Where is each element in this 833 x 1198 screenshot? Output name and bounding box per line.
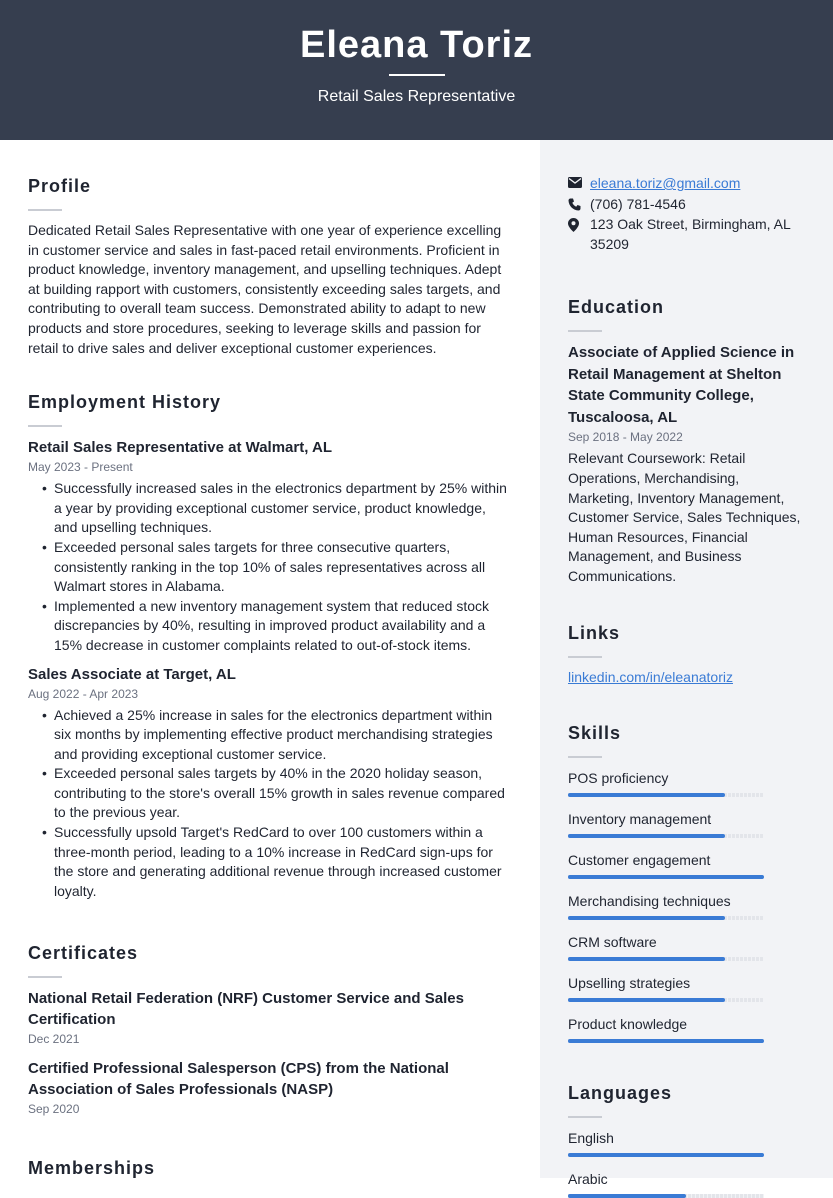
section-title-languages: Languages: [568, 1083, 673, 1104]
skill-level-fill: [568, 998, 725, 1002]
job-entry-date: Aug 2022 - Apr 2023: [28, 686, 139, 701]
skill-level-bar: [568, 875, 764, 879]
contact-block: [568, 174, 805, 254]
job-entry: [28, 437, 508, 655]
contact-address-row: [568, 215, 805, 254]
skills-list: [568, 768, 805, 1043]
language-name: Arabic: [568, 1171, 608, 1188]
section-divider: [568, 656, 602, 658]
skill-name: Customer engagement: [568, 852, 711, 869]
profile-section: [28, 176, 508, 358]
certificate-date: Sep 2020: [28, 1102, 80, 1117]
job-bullet: • Exceeded personal sales targets for three consecutive quarters, consistently ranking in the top 10% of sales representatives across all Walmart stores in Alabama.: [42, 538, 508, 597]
certificate-title: Certified Professional Salesperson (CPS) from the National Association of Sales Professionals (NASP): [28, 1060, 449, 1099]
skill-level-bar: [568, 916, 764, 920]
language-name: English: [568, 1130, 614, 1147]
language-item: [568, 1169, 805, 1198]
section-title-links: Links: [568, 622, 621, 643]
contact-phone-row: [568, 195, 805, 215]
certificate-date: Dec 2021: [28, 1032, 80, 1047]
skills-section: [568, 723, 805, 1043]
job-bullet: • Exceeded personal sales targets by 40% in the 2020 holiday season, contributing to the store's overall 15% growth in sales revenue compared to the previous year.: [42, 764, 508, 823]
job-entry-title: Sales Associate at Target, AL: [28, 665, 236, 683]
section-title-employment: Employment History: [28, 392, 222, 413]
skill-name: POS proficiency: [568, 770, 669, 787]
skill-item: [568, 973, 805, 1002]
skill-item: [568, 932, 805, 961]
skill-level-fill: [568, 875, 764, 879]
education-section: [568, 297, 805, 586]
section-divider: [568, 1116, 602, 1118]
skill-item: [568, 809, 805, 838]
certificates-section: [28, 943, 508, 1118]
job-bullet: • Implemented a new inventory management system that reduced stock discrepancies by 40%, resulting in improved product availability and a 15% decrease in customer complaints related to out-of-stock items.: [42, 597, 508, 656]
education-date: Sep 2018 - May 2022: [568, 430, 683, 445]
job-entry-date: May 2023 - Present: [28, 460, 133, 475]
job-entry-title: Retail Sales Representative at Walmart, AL: [28, 439, 332, 457]
skill-name: Inventory management: [568, 811, 712, 828]
skill-name: CRM software: [568, 934, 657, 951]
linkedin-link[interactable]: linkedin.com/in/eleanatoriz: [568, 668, 733, 685]
certificate-entry: [28, 988, 508, 1048]
address-text: 123 Oak Street, Birmingham, AL 35209: [590, 216, 791, 252]
skill-item: [568, 850, 805, 879]
coursework-text: Relevant Coursework: Retail Operations, Merchandising, Marketing, Inventory Management, Customer Service, Sales Techniques, Human Resources, Financial Management, and Business Communications.: [568, 450, 801, 584]
skill-level-bar: [568, 793, 764, 797]
sidebar: [540, 140, 833, 1188]
degree-title: Associate of Applied Science in Retail Management at Shelton State Community College, Tuscaloosa, AL: [568, 344, 795, 426]
employment-section: [28, 392, 508, 901]
section-title-memberships: Memberships: [28, 1158, 156, 1179]
main-column: [28, 176, 508, 1179]
section-divider: [568, 330, 602, 332]
skill-level-fill: [568, 1039, 764, 1043]
languages-section: [568, 1083, 805, 1198]
job-entry: [28, 664, 508, 902]
section-divider: [28, 209, 62, 211]
contact-email-row: [568, 174, 805, 194]
candidate-name: Eleana Toriz: [299, 24, 534, 66]
certificate-entry: [28, 1058, 508, 1118]
phone-icon: [568, 195, 590, 211]
job-bullets: [28, 479, 508, 655]
skill-level-fill: [568, 957, 725, 961]
section-title-skills: Skills: [568, 723, 622, 744]
language-item: [568, 1128, 805, 1157]
skill-level-bar: [568, 957, 764, 961]
skill-level-bar: [568, 834, 764, 838]
skill-name: Product knowledge: [568, 1016, 688, 1033]
memberships-section: [28, 1158, 508, 1179]
header-divider: [389, 74, 445, 76]
section-divider: [28, 976, 62, 978]
certificate-title: National Retail Federation (NRF) Customer Service and Sales Certification: [28, 990, 464, 1029]
resume-header: [0, 0, 833, 140]
envelope-icon: [568, 174, 590, 188]
job-bullet: • Successfully increased sales in the electronics department by 25% within a year by providing exceptional customer service, product knowledge, and upselling techniques.: [42, 479, 508, 538]
language-level-fill: [568, 1153, 764, 1157]
job-bullets: [28, 706, 508, 902]
language-level-fill: [568, 1194, 686, 1198]
map-pin-icon: [568, 215, 590, 232]
profile-text: Dedicated Retail Sales Representative with one year of experience excelling in customer service and sales in fast-paced retail environments. Proficient in product knowledge, inventory management, and upselling techniques. Adept at building rapport with customers, consistently exceeding sales targets, and contributing to overall team success. Demonstrated ability to adapt to new products and store procedures, seeking to leverage skills and passion for retail to drive sales and deliver exceptional customer experiences.: [28, 222, 502, 356]
skill-level-fill: [568, 793, 725, 797]
skill-level-fill: [568, 916, 725, 920]
skill-level-bar: [568, 1039, 764, 1043]
skill-item: [568, 1014, 805, 1043]
section-title-profile: Profile: [28, 176, 92, 196]
job-bullet: • Successfully upsold Target's RedCard to over 100 customers within a three-month period, leading to a 10% increase in RedCard sign-ups for the store and generating additional revenue through increased customer loyalty.: [42, 823, 508, 901]
job-bullet: • Achieved a 25% increase in sales for the electronics department within six months by implementing effective product merchandising strategies and providing exceptional customer service.: [42, 706, 508, 765]
job-title: Retail Sales Representative: [317, 88, 516, 105]
skill-level-fill: [568, 834, 725, 838]
links-section: [568, 623, 805, 688]
skill-item: [568, 891, 805, 920]
section-divider: [568, 756, 602, 758]
section-title-education: Education: [568, 297, 665, 318]
section-divider: [28, 425, 62, 427]
skill-name: Upselling strategies: [568, 975, 691, 992]
section-title-certificates: Certificates: [28, 943, 139, 964]
phone-text: (706) 781-4546: [590, 195, 686, 212]
language-level-bar: [568, 1194, 764, 1198]
skill-name: Merchandising techniques: [568, 893, 731, 910]
email-link[interactable]: eleana.toriz@gmail.com: [590, 175, 741, 191]
skill-item: [568, 768, 805, 797]
language-level-bar: [568, 1153, 764, 1157]
skill-level-bar: [568, 998, 764, 1002]
